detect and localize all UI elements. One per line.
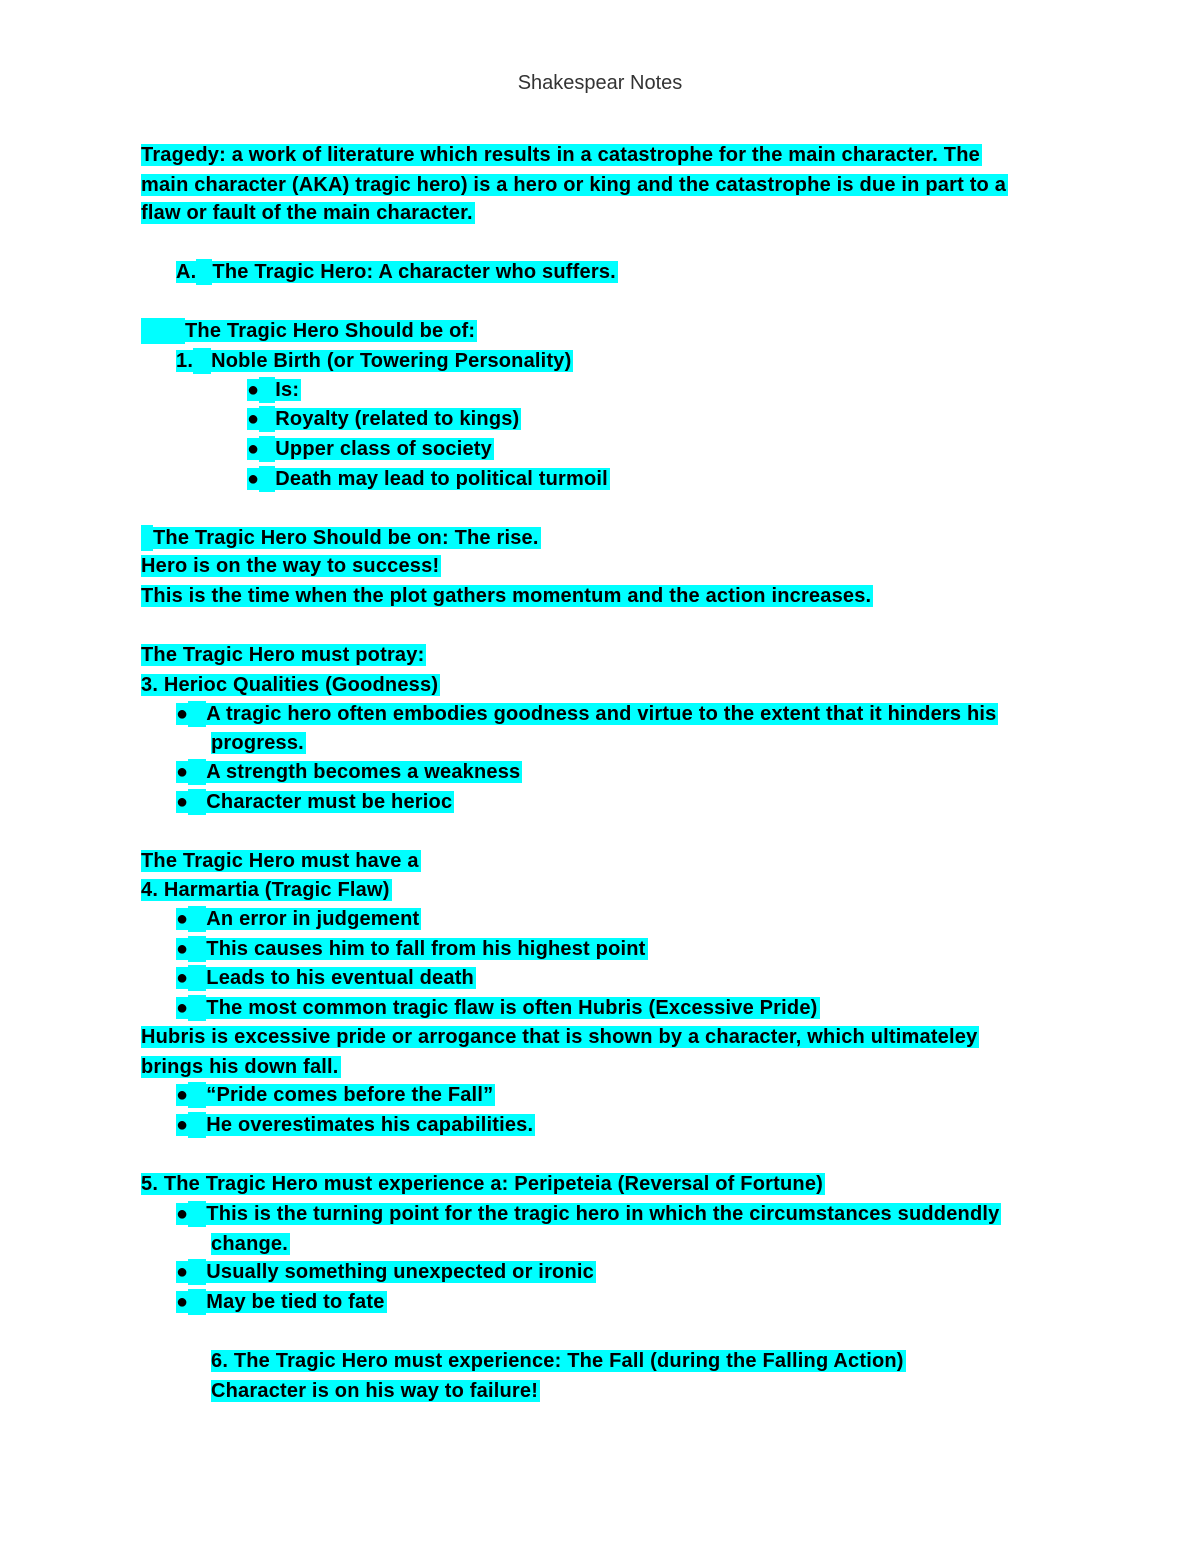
bullet-icon: ● (176, 1203, 189, 1225)
list-item: ● May be tied to fate (176, 1291, 385, 1313)
list-item: ● A strength becomes a weakness (176, 761, 521, 783)
list-item: ● An error in judgement (176, 908, 420, 930)
bullet-icon: ● (176, 791, 189, 813)
list-item: ● He overestimates his capabilities. (176, 1114, 534, 1136)
heading-rise: The Tragic Hero Should be on: The rise. (141, 525, 541, 551)
list-item: ● This is the turning point for the tragic hero in which the circumstances suddendly (176, 1203, 1000, 1225)
bullet-icon: ● (176, 997, 189, 1019)
bullet-icon: ● (176, 1084, 189, 1106)
list-item: ● “Pride comes before the Fall” (176, 1084, 494, 1106)
bullet-icon: ● (176, 1261, 189, 1283)
item-6-line: Character is on his way to failure! (211, 1380, 539, 1402)
list-item: ● Upper class of society (247, 438, 492, 460)
rise-line: This is the time when the plot gathers momentum and the action increases. (141, 585, 872, 607)
document-title: Shakespear Notes (517, 72, 683, 94)
bullet-icon: ● (176, 1291, 189, 1313)
list-item: ● Character must be herioc (176, 791, 453, 813)
heading-have-a: The Tragic Hero must have a (141, 850, 419, 872)
intro-line: main character (AKA) tragic hero) is a hero or king and the catastrophe is due in part to a (141, 174, 1007, 196)
list-item: ● The most common tragic flaw is often Hubris (Excessive Pride) (176, 997, 818, 1019)
hubris-line: brings his down fall. (141, 1056, 339, 1078)
list-item: ● Royalty (related to kings) (247, 408, 520, 430)
list-item: ● Leads to his eventual death (176, 967, 474, 989)
item-5: 5. The Tragic Hero must experience a: Peripeteia (Reversal of Fortune) (141, 1173, 823, 1195)
bullet-icon: ● (247, 379, 260, 401)
list-item: ● Death may lead to political turmoil (247, 468, 608, 490)
bullet-icon: ● (176, 938, 189, 960)
bullet-icon: ● (176, 967, 189, 989)
item-1: 1. Noble Birth (or Towering Personality) (176, 350, 572, 372)
bullet-icon: ● (176, 908, 189, 930)
bullet-icon: ● (176, 1114, 189, 1136)
item-6: 6. The Tragic Hero must experience: The Fall (during the Falling Action) (211, 1350, 904, 1372)
bullet-icon: ● (247, 468, 260, 490)
bullet-icon: ● (247, 438, 260, 460)
hubris-line: Hubris is excessive pride or arrogance that is shown by a character, which ultimateley (141, 1026, 978, 1048)
bullet-icon: ● (247, 408, 260, 430)
bullet-icon: ● (176, 703, 189, 725)
intro-line: Tragedy: a work of literature which results in a catastrophe for the main character. The (141, 144, 980, 166)
list-item: ● Usually something unexpected or ironic (176, 1261, 594, 1283)
item-4: 4. Harmartia (Tragic Flaw) (141, 879, 390, 901)
heading-should-be-of: The Tragic Hero Should be of: (141, 318, 477, 344)
list-item: ● This causes him to fall from his highest point (176, 938, 646, 960)
list-item-continued: change. (211, 1233, 288, 1255)
item-3: 3. Herioc Qualities (Goodness) (141, 674, 439, 696)
section-a: A. The Tragic Hero: A character who suffers. (176, 261, 616, 283)
intro-line: flaw or fault of the main character. (141, 202, 473, 224)
heading-potray: The Tragic Hero must potray: (141, 644, 425, 666)
list-item: ● A tragic hero often embodies goodness and virtue to the extent that it hinders his (176, 703, 997, 725)
rise-line: Hero is on the way to success! (141, 555, 440, 577)
list-item: ● Is: (247, 379, 300, 401)
list-item-continued: progress. (211, 732, 304, 754)
bullet-icon: ● (176, 761, 189, 783)
